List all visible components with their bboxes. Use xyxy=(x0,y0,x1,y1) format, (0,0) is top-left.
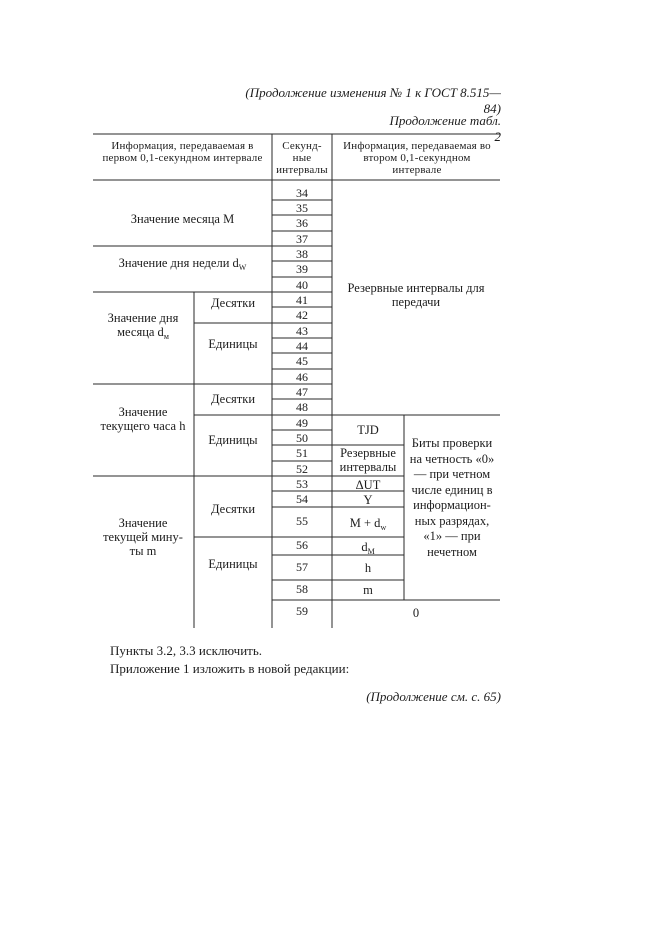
hour-tens-label: Десятки xyxy=(210,392,256,406)
day-units-label: Единицы xyxy=(208,337,258,351)
second-50: 50 xyxy=(296,431,308,445)
delta-ut-cell: ΔUT xyxy=(355,478,381,492)
h-cell: h xyxy=(364,561,372,575)
d-m-cell xyxy=(332,540,404,559)
row-label-current-hour: Значение текущего часа h xyxy=(100,405,186,433)
day-of-month-prefix: Значение дня месяца d xyxy=(107,311,179,339)
d-m-subscript: M xyxy=(367,547,375,556)
second-46: 46 xyxy=(296,370,308,384)
row-label-weekday xyxy=(93,256,272,275)
m-cell: m xyxy=(363,583,373,597)
footer-continuation: (Продолжение см. с. 65) xyxy=(366,689,501,704)
second-41: 41 xyxy=(296,293,308,307)
second-49: 49 xyxy=(296,416,308,430)
second-34: 34 xyxy=(296,186,308,200)
second-48: 48 xyxy=(296,400,308,414)
second-51: 51 xyxy=(296,446,308,460)
continuation-table-header: Продолжение табл. 2 xyxy=(389,113,501,144)
reserved-intervals-cell: Резервные интервалы xyxy=(339,446,397,474)
second-43: 43 xyxy=(296,324,308,338)
paragraph-1: Пункты 3.2, 3.3 исключить. xyxy=(110,643,263,658)
second-37: 37 xyxy=(296,232,308,246)
weekday-prefix: Значение дня недели d xyxy=(118,256,239,270)
row-label-day-of-month xyxy=(98,311,188,344)
paragraph-2: Приложение 1 изложить в новой редакции: xyxy=(110,661,350,676)
day-tens-label: Десятки xyxy=(210,296,256,310)
second-40: 40 xyxy=(296,278,308,292)
second-58: 58 xyxy=(296,582,308,596)
minute-tens-label: Десятки xyxy=(210,502,256,516)
second-38: 38 xyxy=(296,247,308,261)
second-35: 35 xyxy=(296,201,308,215)
second-42: 42 xyxy=(296,308,308,322)
second-47: 47 xyxy=(296,385,308,399)
second-36: 36 xyxy=(296,216,308,230)
row-label-month: Значение месяца M xyxy=(130,212,235,226)
second-45: 45 xyxy=(296,354,308,368)
second-52: 52 xyxy=(296,462,308,476)
parity-bits-cell: Биты проверки на четность «0» — при четном числе единиц в информацион-ных разрядах, «1» — при нечетном xyxy=(409,436,495,559)
continuation-change-header: (Продолжение изменения № 1 к ГОСТ 8.515—84) xyxy=(245,85,501,116)
day-of-month-subscript: м xyxy=(163,332,169,341)
second-39: 39 xyxy=(296,262,308,276)
second-54: 54 xyxy=(296,492,308,506)
column-header-first-interval: Информация, передаваемая в первом 0,1-секундном интервале xyxy=(102,140,263,164)
tjd-cell: TJD xyxy=(357,423,379,437)
second-57: 57 xyxy=(296,560,308,574)
d-m-prefix: d xyxy=(361,540,368,554)
weekday-subscript: W xyxy=(238,263,247,272)
column-header-second-interval-info: Информация, передаваемая во втором 0,1-секундном интервале xyxy=(343,140,491,176)
m-plus-d-cell xyxy=(332,516,404,535)
second-55: 55 xyxy=(296,514,308,528)
reserved-transfer-cell: Резервные интервалы для передачи xyxy=(347,281,485,309)
column-header-second-intervals: Секунд-ные интервалы xyxy=(276,140,328,176)
hour-units-label: Единицы xyxy=(208,433,258,447)
second-59: 59 xyxy=(296,604,308,618)
minute-units-label: Единицы xyxy=(208,557,258,571)
second-53: 53 xyxy=(296,477,308,491)
second-56: 56 xyxy=(296,538,308,552)
zero-cell: 0 xyxy=(412,606,420,620)
row-label-current-minute: Значение текущей мину-ты m xyxy=(103,516,183,558)
y-cell: Y xyxy=(363,493,373,507)
m-plus-d-subscript: w xyxy=(380,523,387,532)
second-44: 44 xyxy=(296,339,308,353)
m-plus-d-prefix: M + d xyxy=(349,516,381,530)
